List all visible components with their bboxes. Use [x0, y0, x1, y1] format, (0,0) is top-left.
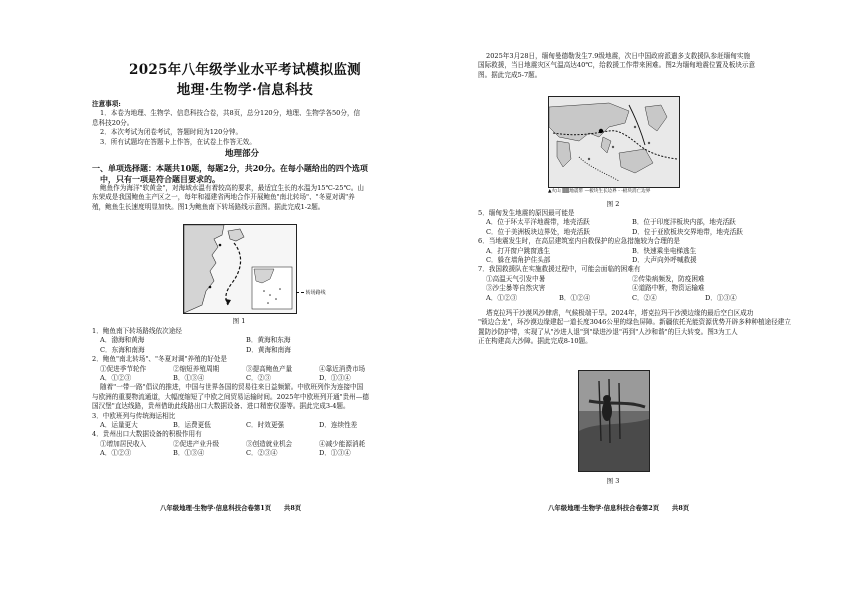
figure-1-caption: 图 1 [232, 317, 246, 325]
item: ②促进产业升级 [173, 439, 220, 448]
intro2-line: 国汉堡"直达线路，贵州借助此线路出口大数据设备、进口精密仪器等。据此完成3-4题。 [92, 402, 350, 411]
question-1-options [92, 336, 392, 345]
legend-label: 地震带 [569, 189, 584, 194]
option[interactable]: D．大声向外呼喊救援 [632, 256, 697, 265]
question-5-options [478, 228, 778, 237]
section-title: 地理部分 [224, 149, 259, 159]
part-title-cont: 中，只有一项是符合题目要求的。 [100, 173, 220, 184]
option[interactable]: C．②③ [246, 374, 271, 383]
figure-2-legend [548, 188, 698, 194]
option[interactable]: D．①③④ [705, 293, 737, 302]
item: ④道路中断，物资运输难 [632, 284, 705, 293]
question-1: 1．鲍鱼南下转场路线依次途经 [92, 327, 182, 335]
figure-2-caption: 图 2 [606, 200, 620, 208]
option[interactable]: A．①②③ [486, 293, 518, 302]
question-3: 3．中欧班列与传统海运相比 [92, 411, 176, 420]
question-4-items [92, 440, 392, 449]
option[interactable]: B．①②④ [559, 293, 591, 302]
legend-label: 火山 [551, 189, 561, 194]
question-2-items [92, 365, 392, 374]
quake-belt-icon: ▒▒ [562, 189, 570, 194]
option[interactable]: C．位于美洲板块边界处，地壳活跃 [486, 227, 590, 236]
notice-title: 注意事项: [92, 100, 121, 108]
exam-subtitle: 地理·生物学·信息科技 [176, 82, 314, 98]
plate-map-svg [549, 97, 679, 187]
question-7-items [478, 284, 778, 293]
option[interactable]: B．快速乘坐电梯逃生 [632, 246, 697, 255]
spreading-boundary-icon: — [584, 189, 590, 194]
notice-line: 3．所有试题均在答题卡上作答，在试卷上作答无效。 [100, 137, 256, 146]
item: ②传染病频发，防疫困难 [632, 274, 705, 283]
intro-line: 鲍鱼作为海洋"软黄金"，对海域水温有着较高的要求，最适宜生长的水温为15℃-25℃。山 [100, 184, 365, 192]
option[interactable]: B．黄海和东海 [246, 336, 291, 345]
figure-1-legend [296, 290, 326, 296]
legend-label: 板块消亡边界 [622, 189, 651, 194]
intro2-line: "锁边合龙"，环沙漠边缘建起一道长度3046公里的绿色屏障。新疆依托光能资源优势开辟多种种植途径建立 [478, 318, 791, 327]
part-one-block [92, 163, 392, 212]
question-2: 2．鲍鱼"南北转场"、"冬夏对调"养殖的好处是 [92, 355, 228, 364]
figure-2-plate-map [548, 96, 680, 188]
intro2-line: 正在构建高大沙障。据此完成8-10题。 [478, 337, 592, 346]
option[interactable]: B．①③④ [173, 374, 205, 383]
questions-1-4 [92, 327, 392, 459]
question-4-options [92, 449, 392, 458]
item: ④减少能源消耗 [319, 439, 366, 448]
page-footer: 八年级地理·生物学·信息科技合卷第1页 共8页 [160, 504, 302, 512]
question-7-options [478, 294, 778, 303]
volcano-icon: ▲ [548, 189, 552, 194]
question-7-items [478, 275, 778, 284]
option[interactable]: C．东海和南海 [100, 345, 145, 354]
subduction-boundary-icon: - - [618, 189, 623, 194]
item: ④靠近消费市场 [319, 364, 366, 373]
item: ③提高鲍鱼产量 [246, 364, 293, 373]
figure-3-photo [578, 370, 650, 472]
option[interactable]: A．①②③ [100, 449, 132, 458]
page2-intro [478, 52, 778, 80]
intro-line: 图。据此完成5-7题。 [478, 70, 542, 79]
option[interactable]: A．①②③ [100, 374, 132, 383]
option[interactable]: A．渤海和黄海 [100, 336, 145, 345]
map-svg [184, 225, 296, 313]
item: ②缩短养殖周期 [173, 364, 220, 373]
photo-svg [579, 371, 649, 471]
intro2-line: 与欧洲的重要物流通道，大幅度缩短了中欧之间贸易运输时间。2025年中欧班列开通"贵州—德 [92, 392, 369, 401]
question-4: 4．贵州出口大数据设备的积极作用有 [92, 430, 202, 439]
exam-page-2 [430, 0, 860, 608]
option[interactable]: B．运费更低 [173, 421, 211, 430]
figure-3-caption: 图 3 [606, 477, 620, 485]
intro-line: 国际救援，当日地震灾区气温高达40℃，给救援工作带来困难。图2为缅甸地震位置及板块示意 [478, 61, 756, 70]
option[interactable]: D．①③④ [319, 374, 351, 383]
legend-label: 转场路线 [305, 290, 326, 296]
question-5-options [478, 218, 778, 227]
option[interactable]: A．打开窗户跳窗逃生 [486, 246, 551, 255]
option[interactable]: B．位于印度洋板块内部，地壳活跃 [632, 218, 736, 227]
route-line-icon [296, 292, 304, 293]
item: ①高温天气引发中暑 [486, 274, 546, 283]
intro2-line: 随着"一带一路"倡议的推进，中国与世界各国的贸易往来日益频繁。中欧班列作为连接中国 [100, 383, 364, 392]
notice-line: 1．本卷为地理、生物学、信息科技合卷，共8页，总分120分，地理、生物学各50分，信 [100, 109, 361, 118]
notice-block [92, 100, 392, 147]
option[interactable]: C．②④ [632, 293, 657, 302]
question-1-options [92, 346, 392, 355]
item: ①促进季节轮作 [100, 364, 147, 373]
option[interactable]: C．②③④ [246, 449, 278, 458]
intro-line: 殖，鲍鱼生长速度明显加快。图1为鲍鱼南下转场路线示意图。据此完成1-2题。 [92, 202, 325, 211]
page-footer: 八年级地理·生物学·信息科技合卷第2页 共8页 [548, 504, 690, 512]
option[interactable]: C．时效更强 [246, 421, 285, 430]
question-7: 7．我国救援队在实施救援过程中，可能会面临的困难有 [478, 265, 641, 274]
item: ③创造就业机会 [246, 439, 293, 448]
intro2-line: 塔克拉玛干沙漠风沙肆虐，气候极端干旱。2024年，塔克拉玛干沙漠边缘的最后空白区成功 [486, 309, 754, 318]
option[interactable]: B．①③④ [173, 449, 205, 458]
part-title: 一、单项选择题：本题共10题，每题2分，共20分。在每小题给出的四个选项 [92, 163, 368, 173]
intro-line: 2025年3月28日，缅甸曼德勒发生7.9级地震，次日中国政府派遣多支救援队参赶缅甸实施 [486, 52, 751, 60]
option[interactable]: D．连续性差 [319, 421, 358, 430]
option[interactable]: C．躲在墙角护住头部 [486, 256, 551, 265]
question-6-options [478, 247, 778, 256]
intro-line: 东荣成是我国鲍鱼主产区之一，每年和福建省两地合作开展鲍鱼"南北转场"、"冬夏对调"养 [92, 193, 355, 202]
option[interactable]: D．黄海和南海 [246, 345, 291, 354]
exam-title: 2025年八年级学业水平考试模拟监测 [129, 62, 361, 78]
item: ①增加居民收入 [100, 439, 147, 448]
questions-5-7 [478, 209, 791, 347]
intro2-line: 置防沙防护带，实现了从"沙进人退"到"绿进沙退"再到"人沙和谐"的巨大转变。图3为工人 [478, 327, 738, 336]
legend-label: 板块生长边界 [589, 189, 617, 194]
option[interactable]: D．位于亚欧板块交界地带，地壳活跃 [632, 227, 743, 236]
question-5: 5．缅甸发生地震的原因最可能是 [478, 209, 575, 217]
question-6: 6．当地震发生时，在高层建筑室内自救保护的应急措施较为合理的是 [478, 237, 681, 246]
option[interactable]: D．①③④ [319, 449, 351, 458]
notice-line: 息科技20分。 [92, 118, 134, 127]
figure-1-map [183, 224, 297, 314]
option[interactable]: A．位于环太平洋地震带，地壳活跃 [486, 218, 590, 227]
option[interactable]: A．运量更大 [100, 421, 138, 430]
item: ③沙尘暴等自然灾害 [486, 284, 546, 293]
notice-line: 2．本次考试为闭卷考试，答题时间为120分钟。 [100, 128, 243, 137]
